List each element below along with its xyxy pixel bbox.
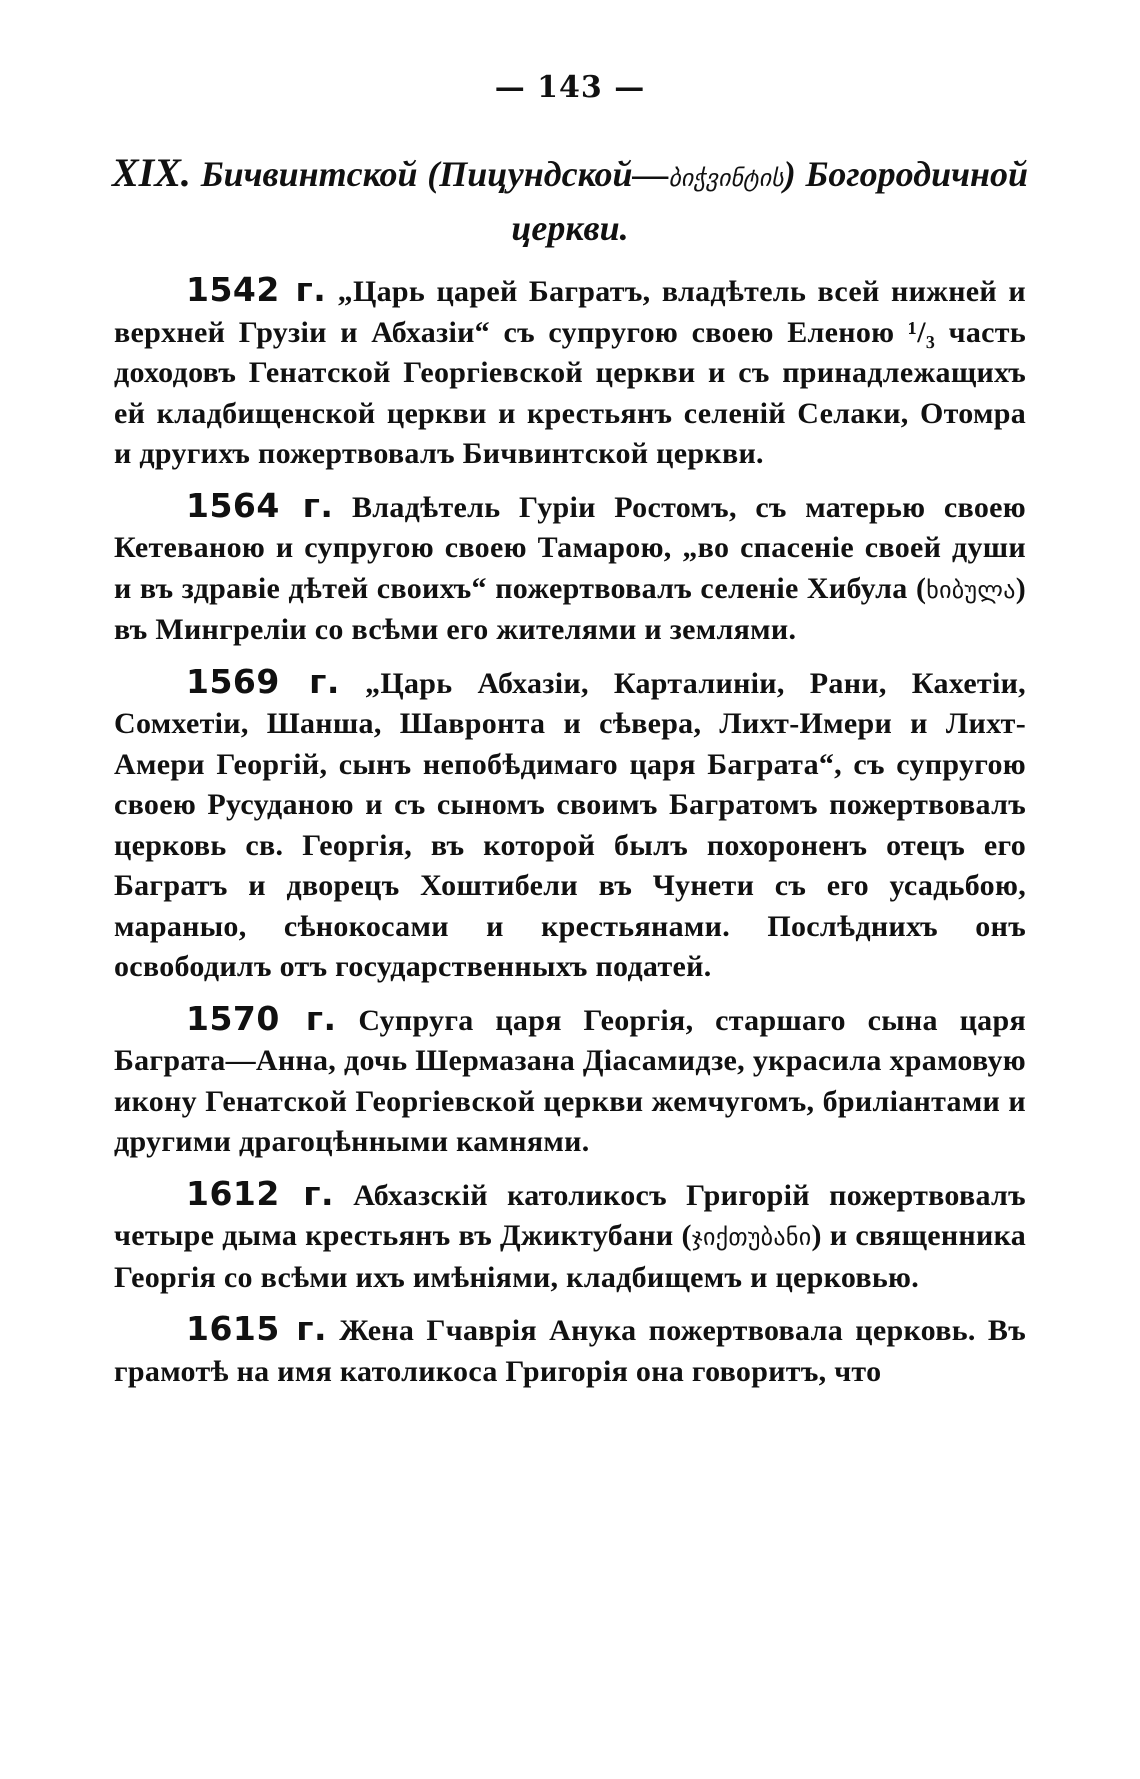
section-title-georgian: ბიჭვინტის — [668, 164, 784, 192]
entry-1569 — [114, 662, 1026, 988]
entry-text: Жена Гчаврія Анука пожертвовала церковь. Въ грамотѣ на имя католикоса Григорія она говоритъ, что — [114, 1314, 1026, 1388]
entry-1542 — [114, 270, 1026, 475]
section-heading — [112, 148, 1028, 253]
entry-1564 — [114, 486, 1026, 651]
entry-text: „Царь царей Багратъ, владѣтель всей нижней и верхней Грузіи и Абхазіи“ съ супругою своею Еленою ¹/₃ часть доходовъ Генатской Георгіевской церкви и съ принадлежащихъ ей кладбищенской церкви и крестьянъ селеній Селаки, Отомра и другихъ пожертвовалъ Бичвинтской церкви. — [114, 275, 1026, 470]
entry-year: 1542 г. — [186, 270, 327, 309]
georgian-place-name: ჯიქთუბანი — [691, 1223, 812, 1251]
entry-1570 — [114, 999, 1026, 1163]
body-text — [114, 270, 1026, 1403]
entry-1615 — [114, 1309, 1026, 1392]
entry-year: 1570 г. — [186, 998, 337, 1038]
entry-text: Владѣтель Гуріи Ростомъ, съ матерью своею Кетеваною и супругою своею Тамарою, „во спасеніе своей души и въ здравіе дѣтей своихъ“ пожертвовалъ селеніе Хибула ( — [114, 490, 1026, 605]
entry-text: Абхазскій католикосъ Григорій пожертвовалъ четыре дыма крестьянъ въ Джиктубани ( — [114, 1178, 1026, 1252]
georgian-place-name: ხიბულა — [926, 575, 1016, 604]
entry-year: 1564 г. — [186, 485, 334, 525]
page-number: — 143 — — [494, 70, 646, 105]
entry-year: 1569 г. — [186, 661, 340, 701]
entry-text-continued: ) въ Мингреліи со всѣми его жителями и землями. — [114, 571, 1026, 646]
entry-text-continued: ) и священника Георгія со всѣми ихъ имѣніями, кладбищемъ и церковью. — [114, 1219, 1027, 1294]
entry-text: Супруга царя Георгія, старшаго сына царя Баграта—Анна, дочь Шермазана Діасамидзе, украсила храмовую икону Генатской Георгіевской церкви жемчугомъ, бриліантами и другими драгоцѣнными камнями. — [114, 1003, 1026, 1158]
entry-text: „Царь Абхазіи, Карталиніи, Рани, Кахетіи, Сомхетіи, Шанша, Шавронта и сѣвера, Лихт-Имери и Лихт-Амери Георгій, сынъ непобѣдимаго царя Баграта“, съ супругою своею Русуданою и съ сыномъ своимъ Багратомъ пожертвовалъ церковь св. Георгія, въ которой былъ похороненъ отецъ его Багратъ и дворецъ Хоштибели въ Чунети съ его усадьбою, мараныо, сѣнокосами и крестьянами. Послѣднихъ онъ освободилъ отъ государственныхъ податей. — [114, 666, 1026, 983]
section-title-part2: ) Богородичной церкви. — [511, 154, 1028, 248]
section-number: XIX. — [112, 150, 191, 195]
entry-1612 — [114, 1174, 1026, 1299]
entry-year: 1612 г. — [186, 1173, 335, 1213]
section-title-part1: Бичвинтской (Пицундской— — [200, 154, 669, 194]
entry-year: 1615 г. — [186, 1309, 328, 1348]
